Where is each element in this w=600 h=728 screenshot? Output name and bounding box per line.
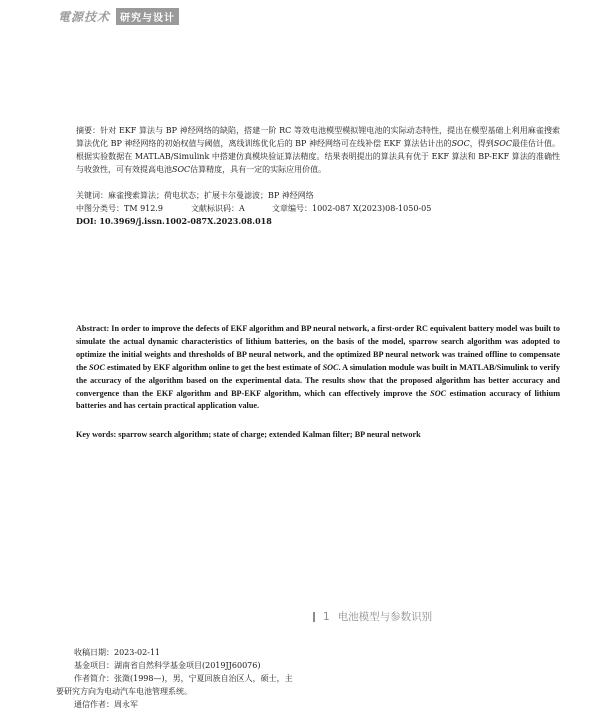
document-code: 文献标识码：A: [191, 204, 245, 213]
zh-abstract-soc: SOC: [172, 165, 191, 174]
zh-abstract-text-d: 估算精度，具有一定的实际应用价值。: [190, 165, 327, 174]
footnote-corresponding: 通信作者：周永军: [74, 700, 138, 709]
zh-keywords: [76, 189, 560, 202]
footnote-received: 收稿日期：2023-02-11: [74, 648, 161, 657]
section-title: 电池模型与参数识别: [337, 611, 433, 623]
zh-keywords-label: 关键词：: [76, 191, 108, 200]
footnotes: [56, 646, 326, 711]
section-heading: [313, 609, 432, 624]
zh-abstract-soc: SOC: [451, 139, 470, 148]
en-abstract-soc: SOC: [322, 362, 339, 372]
doi: DOI: 10.3969/j.issn.1002-087X.2023.08.018: [76, 216, 272, 226]
zh-abstract-label: 摘要：: [76, 126, 101, 135]
article-number: 文章编号：1002-087 X(2023)08-1050-05: [272, 204, 432, 213]
zh-keywords-text: 麻雀搜索算法；荷电状态；扩展卡尔曼滤波；BP 神经网络: [108, 191, 314, 200]
zh-abstract-text-b: ，得到: [469, 139, 494, 148]
en-abstract-text-c: . A simulation module was built in MATLAB/Simulink to verify the accuracy of the algorithm based on the experimental data. The results show that the proposed algorithm has better accuracy and convergence than the EKF algorithm and BP-EKF algorithm, which can effectively improve the: [76, 362, 561, 398]
en-abstract-text-d: estimation accuracy of lithium batteries and has certain practical application value.: [76, 388, 561, 411]
en-abstract-label: Abstract:: [76, 324, 110, 333]
section-number: 1: [323, 610, 330, 623]
journal-name: 電源技术: [58, 9, 111, 24]
en-abstract: [76, 323, 560, 413]
clc-number: 中图分类号：TM 912.9: [76, 204, 163, 213]
zh-abstract-text-c: 最佳估计值。根据实验数据在 MATLAB/Simulink 中搭建仿真模块验证算法精度。结果表明提出的算法具有优于 EKF 算法和 BP-EKF 算法的准确性与收敛性，可有效提高电池: [76, 139, 561, 174]
footnote-author-cont: 要研究方向为电动汽车电池管理系统。: [56, 687, 192, 696]
zh-abstract: [76, 124, 560, 176]
column-tag: 研究与设计: [116, 8, 179, 25]
classification-row: [76, 202, 560, 215]
zh-abstract-soc: SOC: [493, 139, 512, 148]
section-bar: [313, 612, 315, 622]
running-header: [58, 7, 179, 25]
en-keywords-label: Key words:: [76, 430, 117, 439]
en-keywords-text: sparrow search algorithm; state of charge; extended Kalman filter; BP neural network: [118, 430, 421, 439]
zh-abstract-text-a: 针对 EKF 算法与 BP 神经网络的缺陷，搭建一阶 RC 等效电池模型模拟锂电池的实际动态特性，提出在模型基础上利用麻雀搜索算法优化 BP 神经网络的初始权值与阈值，离线训练优化后的 BP 神经网络可在线补偿 EKF 算法估计出的: [76, 126, 561, 148]
footnote-fund: 基金项目：湖南省自然科学基金项目(2019JJ60076): [74, 661, 261, 670]
footnote-author: 作者简介：张澂(1998—)，男，宁夏回族自治区人，硕士，主: [74, 674, 293, 683]
en-abstract-text-a: In order to improve the defects of EKF algorithm and BP neural network, a first-order RC equivalent battery model was built to simulate the actual dynamic characteristics of lithium batteries, on the basis of the model, sparrow search algorithm was adopted to optimize the initial weights and thresholds of BP neural network, and the optimized BP neural network was trained offline to compensate the: [76, 324, 560, 372]
en-abstract-soc: SOC: [88, 362, 105, 372]
en-abstract-text-b: estimated by EKF algorithm online to get the best estimate of: [106, 362, 321, 372]
en-keywords: [76, 428, 560, 441]
en-abstract-soc: SOC: [430, 388, 447, 398]
